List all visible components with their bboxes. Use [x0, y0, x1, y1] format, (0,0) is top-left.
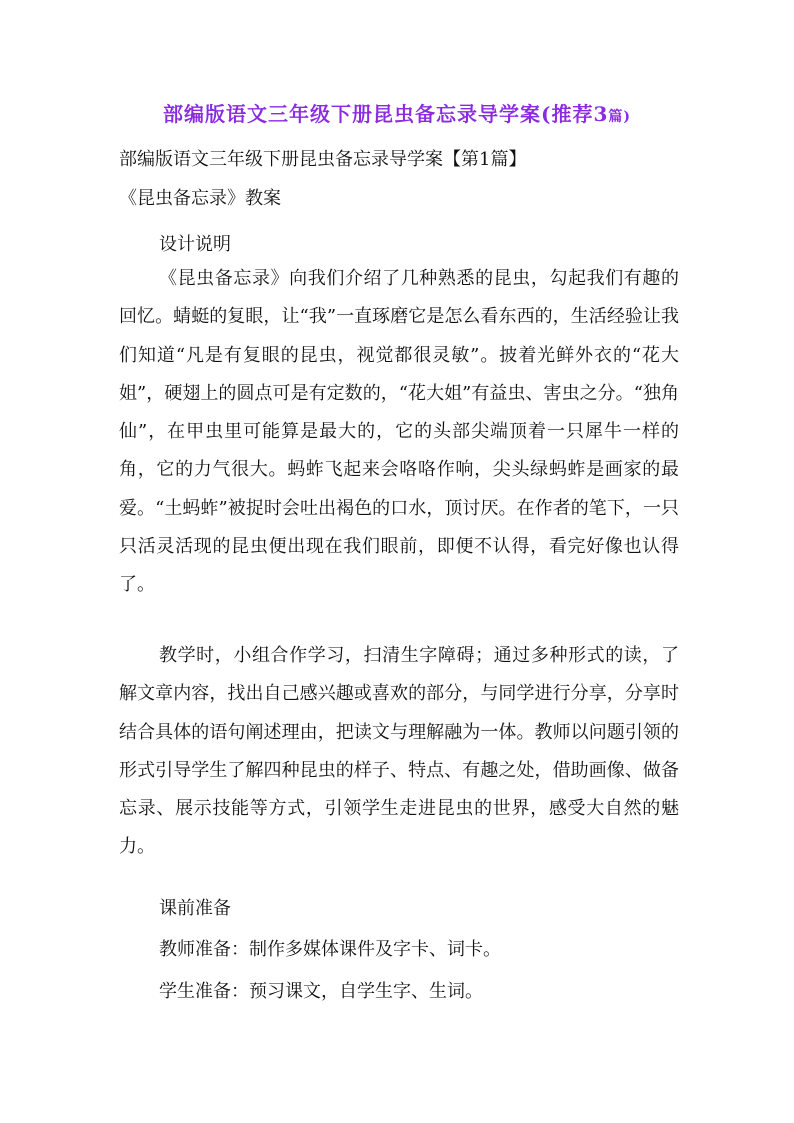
section-heading-preparation: 课前准备 — [159, 898, 231, 919]
section-heading-design: 设计说明 — [159, 234, 231, 255]
lesson-title: 《昆虫备忘录》教案 — [119, 188, 281, 209]
title-main: 部编版语文三年级下册昆虫备忘录导学案(推荐3 — [162, 102, 609, 126]
paragraph-teaching-method: 教学时，小组合作学习，扫清生字障碍；通过多种形式的读，了解文章内容，找出自己感兴趣或喜欢的部分，与同学进行分享，分享时结合具体的语句阐述理由，把读文与理解融为一体。教师以问题引领的形式引导学生了解四种昆虫的样子、特点、有趣之处，借助画像、做备忘录、展示技能等方式，引领学生走进昆虫的世界，感受大自然的魅力。 — [119, 645, 679, 858]
title-tail: 篇) — [608, 109, 631, 125]
paragraph-design-description: 《昆虫备忘录》向我们介绍了几种熟悉的昆虫，勾起我们有趣的回忆。蜻蜓的复眼，让“我”一直琢磨它是怎么看东西的，生活经验让我们知道“凡是有复眼的昆虫，视觉都很灵敏”。披着光鲜外衣的“花大姐”，硬翅上的圆点可是有定数的，“花大姐”有益虫、害虫之分。“独角仙”，在甲虫里可能算是最大的，它的头部尖端顶着一只犀牛一样的角，它的力气很大。蚂蚱飞起来会咯咯作响，尖头绿蚂蚱是画家的最爱。“土蚂蚱”被捉时会吐出褐色的口水，顶讨厌。在作者的笔下，一只只活灵活现的昆虫便出现在我们眼前，即便不认得，看完好像也认得了。 — [119, 268, 679, 596]
teacher-preparation: 教师准备：制作多媒体课件及字卡、词卡。 — [159, 939, 501, 960]
document-title — [0, 98, 794, 127]
subtitle: 部编版语文三年级下册昆虫备忘录导学案【第1篇】 — [119, 149, 527, 170]
student-preparation: 学生准备：预习课文，自学生字、生词。 — [159, 981, 483, 1002]
